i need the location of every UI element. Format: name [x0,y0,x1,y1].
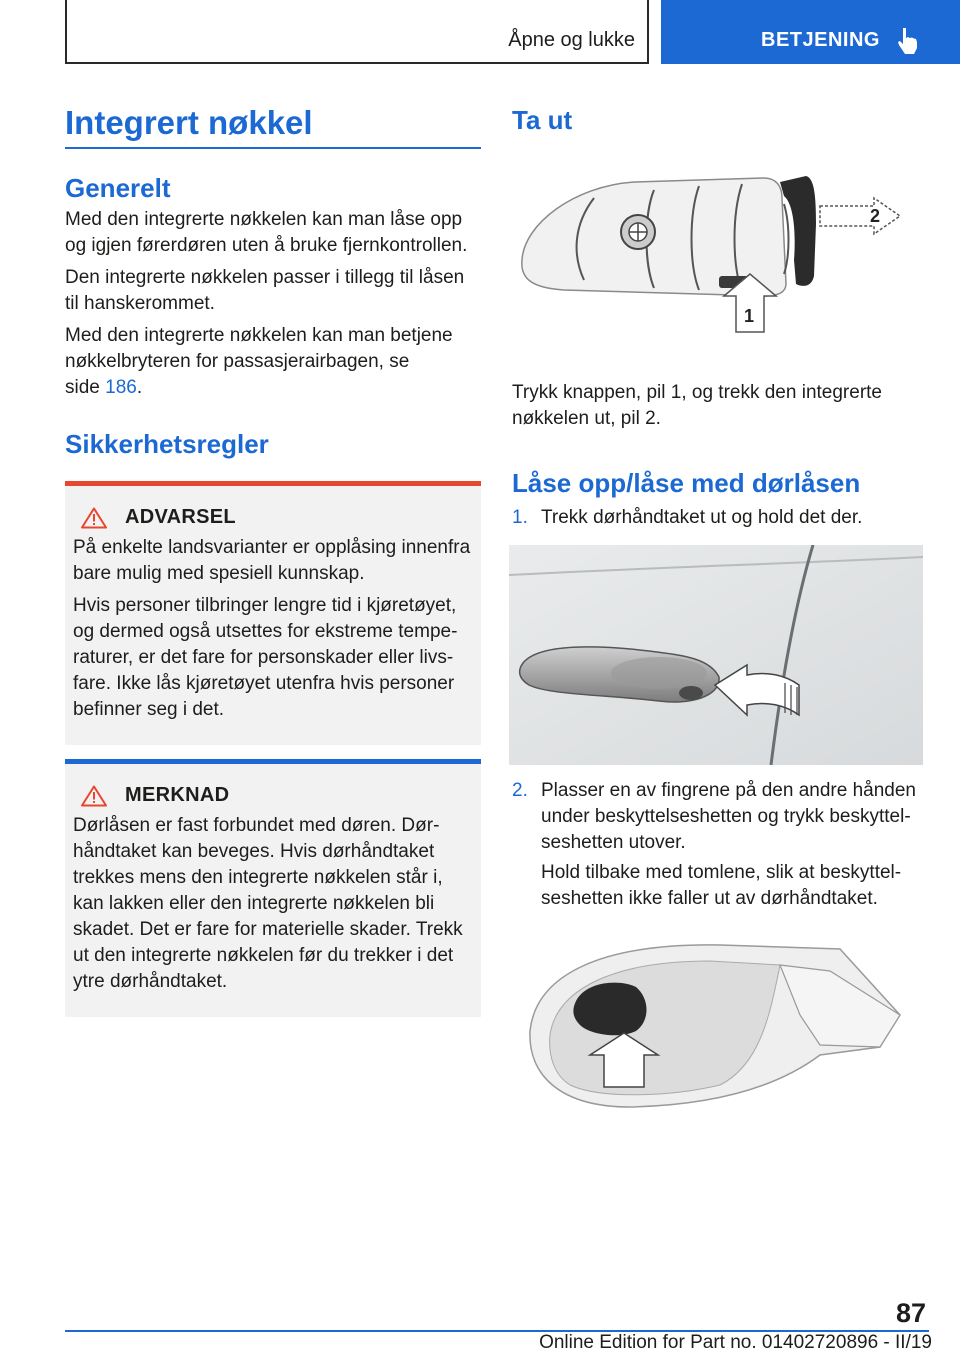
arrow-2-label: 2 [870,206,881,226]
notice-box [65,759,481,1017]
chapter-label: BETJENING [761,29,880,51]
notice-title: MERKNAD [125,784,230,806]
general-paragraph-1: Med den integrerte nøkkelen kan man låse opp og igjen førerdøren uten å bruke fjernkontrollen. [65,209,468,256]
general-paragraph-2: Den integrerte nøkkelen passer i tillegg til låsen til hanskerommet. [65,267,465,314]
step-2-text-continued: Hold tilbake med tomlene, slik at beskyttelseshetten ikke faller ut av dørhåndtaket. [541,862,902,909]
warning-title: ADVARSEL [125,506,236,528]
arrow-1-label: 1 [744,306,755,326]
key-illustration [514,164,914,364]
pointing-hand-icon [895,26,919,56]
general-paragraph-3-end: . [136,377,143,398]
step-1-text: Trekk dørhåndtaket ut og hold det der. [541,507,863,528]
edition-note: Online Edition for Part no. 01402720896 - II/19 [539,1332,932,1353]
takeout-heading: Ta ut [512,105,573,135]
lock-cap-photo [520,935,920,1115]
left-column [65,100,481,1017]
warning-triangle-icon [81,507,107,529]
warning-paragraph-1: På enkelte landsvarianter er opplåsing innenfra bare mulig med spesiell kunnskap. [73,537,471,584]
page-reference-link[interactable]: 186 [105,377,137,398]
title-rule [65,147,481,149]
warning-box [65,481,481,745]
general-heading: Generelt [65,173,171,203]
step-1-number: 1. [512,507,528,528]
warning-triangle-icon [81,785,107,807]
unlock-heading: Låse opp/låse med dørlåsen [512,468,861,498]
general-paragraph-3 [65,323,481,401]
step-2 [512,778,924,912]
chapter-tab[interactable] [661,0,960,64]
page-title: Integrert nøkkel [65,104,313,141]
step-2-text: Plasser en av fingrene på den andre hånden under beskyttelseshetten og trykk beskyttelseshetten utover. [541,780,916,853]
general-paragraph-3-text: Med den integrerte nøkkelen kan man betjene nøkkelbryteren for passasjerairbagen, se side [65,325,453,398]
notice-paragraph-1: Dørlåsen er fast forbundet med døren. Dørhåndtaket kan beveges. Hvis dørhåndtaket trekkes mens den integrerte nøkkelen står i, kan lakken eller den integrerte nøkkelen bli skadet. Det er fare for materielle skader. Trekk ut den integrerte nøkkelen før du trekker i det ytre dørhåndtaket. [73,815,463,992]
door-handle-photo [509,545,923,765]
takeout-instruction: Trykk knappen, pil 1, og trekk den integrerte nøkkelen ut, pil 2. [512,382,882,429]
header-section-box [65,0,649,64]
warning-paragraph-2: Hvis personer tilbringer lengre tid i kjøretøyet, og dermed også utsettes for ekstreme temperaturer, er det fare for personskader eller livsfare. Ikke lås kjøretøyet utenfra hvis personer befinner seg i det. [73,595,458,720]
safety-heading: Sikkerhetsregler [65,429,269,459]
section-title: Åpne og lukke [508,29,635,51]
step-2-number: 2. [512,780,528,801]
page-number: 87 [895,1298,926,1328]
step-1 [512,505,924,531]
